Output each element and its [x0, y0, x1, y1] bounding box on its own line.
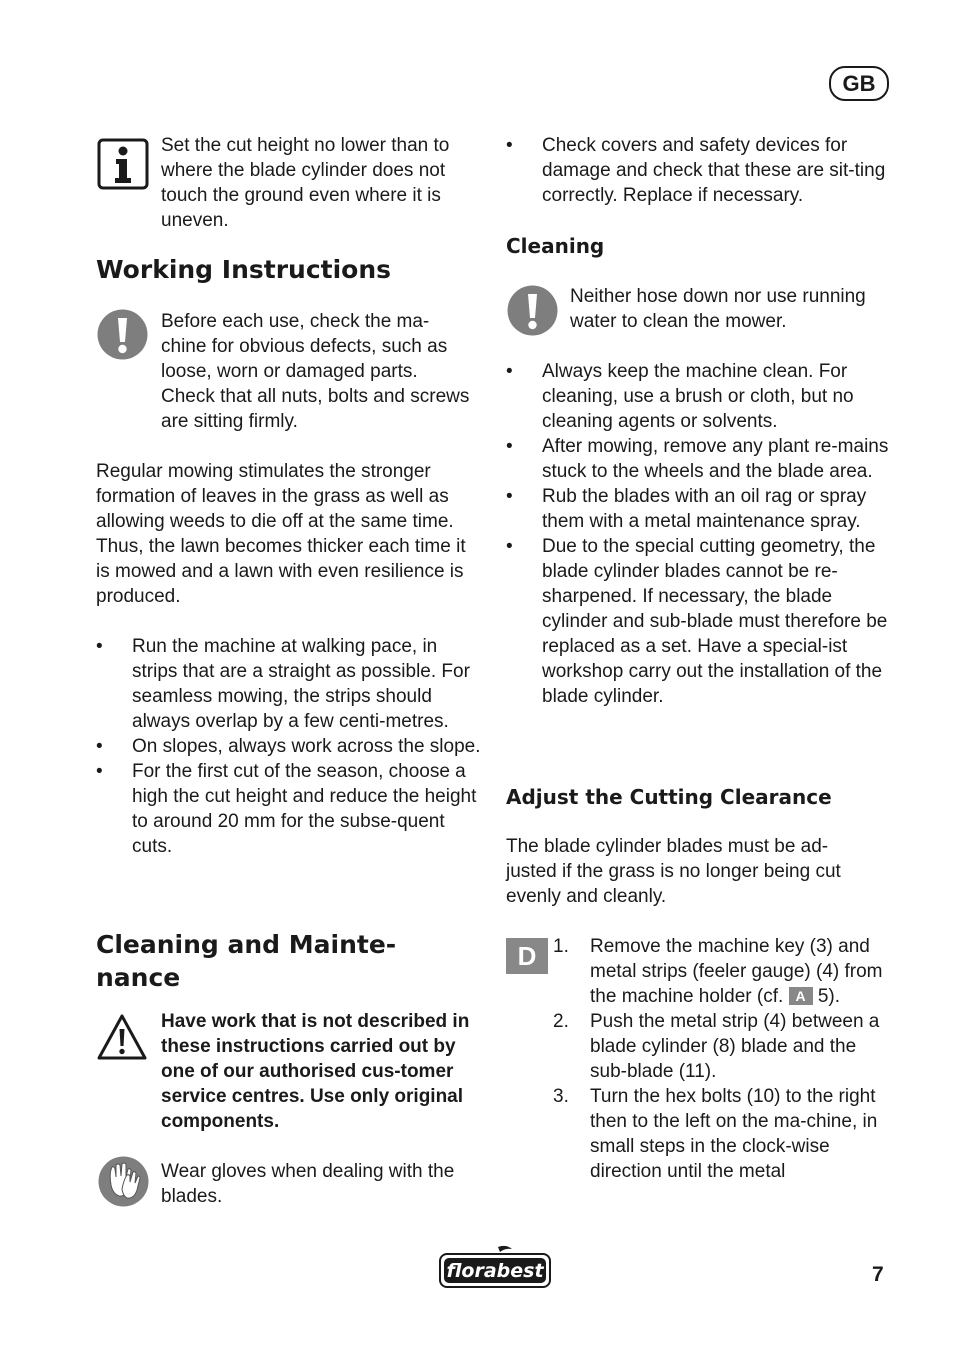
covers-bullet-list	[506, 133, 890, 208]
warning-triangle-icon	[96, 1013, 148, 1061]
cleaning-warning-text: Neither hose down nor use running water to clean the mower.	[570, 286, 866, 332]
cleaning-maintenance-heading	[96, 928, 486, 994]
adjust-steps-list	[553, 934, 893, 1184]
figure-a-label: A	[789, 987, 813, 1005]
adjust-clearance-heading: Adjust the Cutting Clearance	[506, 785, 832, 809]
info-note: Set the cut height no lower than to where the blade cylinder does not touch the ground even where it is uneven.	[161, 135, 450, 231]
cleaning-bullet-list	[506, 359, 890, 709]
heading-line-2: nance	[96, 963, 181, 992]
list-item: • For the first cut of the season, choose a high the cut height and reduce the height to around 20 mm for the subse-quent cuts.	[96, 759, 484, 859]
warning-exclamation-icon	[96, 308, 149, 361]
mowing-paragraph: Regular mowing stimulates the stronger formation of leaves in the grass as well as allowing weeds to die off at the same time. Thus, the lawn becomes thicker each time it is mowed and a lawn with even resilience is produced.	[96, 461, 466, 607]
list-item: • Run the machine at walking pace, in strips that are a straight as possible. For seamless mowing, the strips should always overlap by a few centi-metres.	[96, 634, 484, 734]
step-text: Push the metal strip (4) between a blade cylinder (8) blade and the sub-blade (11).	[590, 1011, 880, 1082]
gloves-icon	[97, 1155, 150, 1208]
step-text-ref: 5).	[817, 986, 841, 1007]
brand-text: florabest	[446, 1260, 544, 1282]
step-number: 2.	[553, 1011, 569, 1032]
list-item: • Rub the blades with an oil rag or spray them with a metal maintenance spray.	[506, 484, 890, 534]
florabest-logo	[438, 1244, 552, 1290]
list-item	[553, 1009, 893, 1084]
figure-d-label: D	[506, 938, 548, 974]
service-warning-text: Have work that is not described in these instructions carried out by one of our authorised cus-tomer service centres. Use only original components.	[161, 1011, 470, 1132]
language-badge: GB	[829, 66, 889, 101]
list-item: • Always keep the machine clean. For cleaning, use a brush or cloth, but no cleaning agents or solvents.	[506, 359, 890, 434]
working-instructions-heading: Working Instructions	[96, 255, 392, 284]
list-item	[553, 1084, 893, 1184]
page-number: 7	[872, 1263, 884, 1286]
list-item: • Due to the special cutting geometry, the blade cylinder blades cannot be re-sharpened. If necessary, the blade cylinder and sub-blade must therefore be replaced as a set. Have a special-ist workshop carry out the installation of the blade cylinder.	[506, 534, 890, 709]
list-item	[553, 934, 893, 1009]
adjust-paragraph: The blade cylinder blades must be ad-justed if the grass is no longer being cut evenly and cleanly.	[506, 836, 841, 907]
heading-line-1: Cleaning and Mainte-	[96, 930, 397, 959]
list-item: • Check covers and safety devices for damage and check that these are sit-ting correctly. Replace if necessary.	[506, 133, 890, 208]
list-item: • After mowing, remove any plant re-mains stuck to the wheels and the blade area.	[506, 434, 890, 484]
step-number: 3.	[553, 1086, 569, 1107]
cleaning-heading: Cleaning	[506, 234, 605, 258]
mowing-bullet-list	[96, 634, 484, 859]
info-icon	[97, 138, 149, 190]
warning-exclamation-icon	[506, 284, 559, 337]
step-text: Turn the hex bolts (10) to the right then to the left on the ma-chine, in small steps in the clock-wise direction until the metal	[590, 1086, 878, 1182]
working-warning-text: Before each use, check the ma-chine for obvious defects, such as loose, worn or damaged parts. Check that all nuts, bolts and screws are sitting firmly.	[161, 311, 470, 432]
gloves-note: Wear gloves when dealing with the blades.	[161, 1161, 455, 1207]
list-item: • On slopes, always work across the slope.	[96, 734, 484, 759]
step-number: 1.	[553, 936, 569, 957]
step-text: Remove the machine key (3) and metal strips (feeler gauge) (4) from the machine holder (cf.	[590, 936, 883, 1007]
